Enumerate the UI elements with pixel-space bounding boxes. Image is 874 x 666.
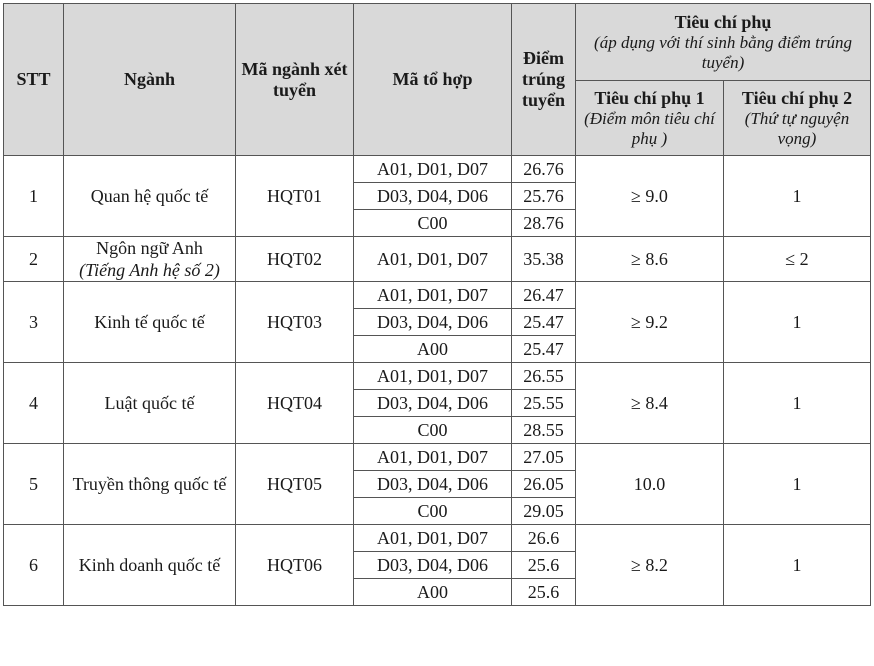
- header-tcp1-title: Tiêu chí phụ 1: [594, 87, 705, 108]
- cell-diem: 26.6: [512, 525, 576, 552]
- header-nganh: Ngành: [64, 4, 236, 156]
- header-ma-nganh: Mã ngành xét tuyển: [236, 4, 354, 156]
- cell-stt: 2: [4, 237, 64, 282]
- major-name: Quan hệ quốc tế: [90, 186, 209, 206]
- cell-diem: 26.55: [512, 363, 576, 390]
- cell-diem: 26.76: [512, 156, 576, 183]
- cell-stt: 6: [4, 525, 64, 606]
- cell-tieu-chi-phu-2: 1: [724, 444, 871, 525]
- cell-diem: 26.47: [512, 282, 576, 309]
- cell-ma-to-hop: D03, D04, D06: [354, 183, 512, 210]
- major-note: (Tiếng Anh hệ số 2): [79, 260, 220, 280]
- cell-ma-to-hop: A00: [354, 336, 512, 363]
- header-tieu-chi-phu-1: [576, 81, 724, 156]
- cell-diem: 25.6: [512, 579, 576, 606]
- cell-diem: 28.55: [512, 417, 576, 444]
- cell-ma-to-hop: D03, D04, D06: [354, 390, 512, 417]
- cell-ma-to-hop: A01, D01, D07: [354, 525, 512, 552]
- header-tcp2-title: Tiêu chí phụ 2: [741, 87, 853, 108]
- table-row: [4, 363, 871, 390]
- cell-nganh: [64, 156, 236, 237]
- cell-diem: 25.47: [512, 336, 576, 363]
- cell-ma-nganh: HQT03: [236, 282, 354, 363]
- table-row: [4, 444, 871, 471]
- header-tieu-chi-phu-title: Tiêu chí phụ: [674, 11, 772, 32]
- cell-stt: 3: [4, 282, 64, 363]
- major-name: Luật quốc tế: [104, 393, 195, 413]
- cell-tieu-chi-phu-1: ≥ 9.0: [576, 156, 724, 237]
- cell-ma-nganh: HQT05: [236, 444, 354, 525]
- cell-diem: 25.47: [512, 309, 576, 336]
- cell-ma-to-hop: D03, D04, D06: [354, 309, 512, 336]
- cell-tieu-chi-phu-1: ≥ 8.6: [576, 237, 724, 282]
- cell-ma-to-hop: A01, D01, D07: [354, 363, 512, 390]
- cell-tieu-chi-phu-1: ≥ 9.2: [576, 282, 724, 363]
- table-body: [4, 156, 871, 606]
- header-tcp2-note: (Thứ tự nguyện vọng): [744, 108, 850, 148]
- cell-nganh: [64, 444, 236, 525]
- cell-ma-to-hop: C00: [354, 498, 512, 525]
- header-tcp1-note: (Điểm môn tiêu chí phụ ): [584, 108, 715, 148]
- header-stt: STT: [4, 4, 64, 156]
- cell-tieu-chi-phu-2: 1: [724, 156, 871, 237]
- cell-tieu-chi-phu-2: ≤ 2: [724, 237, 871, 282]
- cell-tieu-chi-phu-2: 1: [724, 363, 871, 444]
- major-name: Kinh tế quốc tế: [94, 312, 205, 332]
- cell-ma-nganh: HQT04: [236, 363, 354, 444]
- cell-nganh: [64, 282, 236, 363]
- cell-diem: 26.05: [512, 471, 576, 498]
- cell-ma-nganh: HQT01: [236, 156, 354, 237]
- cell-tieu-chi-phu-2: 1: [724, 282, 871, 363]
- table-row: [4, 282, 871, 309]
- cell-diem: 35.38: [512, 237, 576, 282]
- cell-diem: 25.6: [512, 552, 576, 579]
- table-row: [4, 237, 871, 282]
- cell-nganh: [64, 237, 236, 282]
- cell-ma-to-hop: A01, D01, D07: [354, 444, 512, 471]
- header-ma-to-hop: Mã tổ hợp: [354, 4, 512, 156]
- cell-ma-to-hop: A01, D01, D07: [354, 282, 512, 309]
- major-name: Truyền thông quốc tế: [72, 474, 227, 494]
- cell-nganh: [64, 363, 236, 444]
- cell-ma-nganh: HQT02: [236, 237, 354, 282]
- cell-ma-to-hop: A01, D01, D07: [354, 156, 512, 183]
- cell-stt: 1: [4, 156, 64, 237]
- cell-ma-to-hop: A00: [354, 579, 512, 606]
- table-row: [4, 156, 871, 183]
- cell-diem: 28.76: [512, 210, 576, 237]
- cell-diem: 29.05: [512, 498, 576, 525]
- cell-ma-to-hop: A01, D01, D07: [354, 237, 512, 282]
- cell-diem: 25.76: [512, 183, 576, 210]
- cell-stt: 5: [4, 444, 64, 525]
- cell-nganh: [64, 525, 236, 606]
- cell-tieu-chi-phu-1: ≥ 8.2: [576, 525, 724, 606]
- major-name: Kinh doanh quốc tế: [78, 555, 221, 575]
- cell-stt: 4: [4, 363, 64, 444]
- header-tieu-chi-phu: [576, 4, 871, 81]
- cell-tieu-chi-phu-2: 1: [724, 525, 871, 606]
- cell-ma-to-hop: C00: [354, 417, 512, 444]
- cell-diem: 27.05: [512, 444, 576, 471]
- cell-diem: 25.55: [512, 390, 576, 417]
- cell-tieu-chi-phu-1: 10.0: [576, 444, 724, 525]
- cell-ma-to-hop: C00: [354, 210, 512, 237]
- header-tieu-chi-phu-2: [724, 81, 871, 156]
- major-name: Ngôn ngữ Anh: [96, 238, 203, 258]
- header-tieu-chi-phu-note: (áp dụng với thí sinh bằng điểm trúng tuyển): [594, 32, 852, 72]
- admission-score-table: [3, 3, 871, 606]
- cell-ma-nganh: HQT06: [236, 525, 354, 606]
- cell-ma-to-hop: D03, D04, D06: [354, 552, 512, 579]
- table-row: [4, 525, 871, 552]
- cell-tieu-chi-phu-1: ≥ 8.4: [576, 363, 724, 444]
- cell-ma-to-hop: D03, D04, D06: [354, 471, 512, 498]
- header-diem-trung-tuyen: Điểm trúng tuyển: [512, 4, 576, 156]
